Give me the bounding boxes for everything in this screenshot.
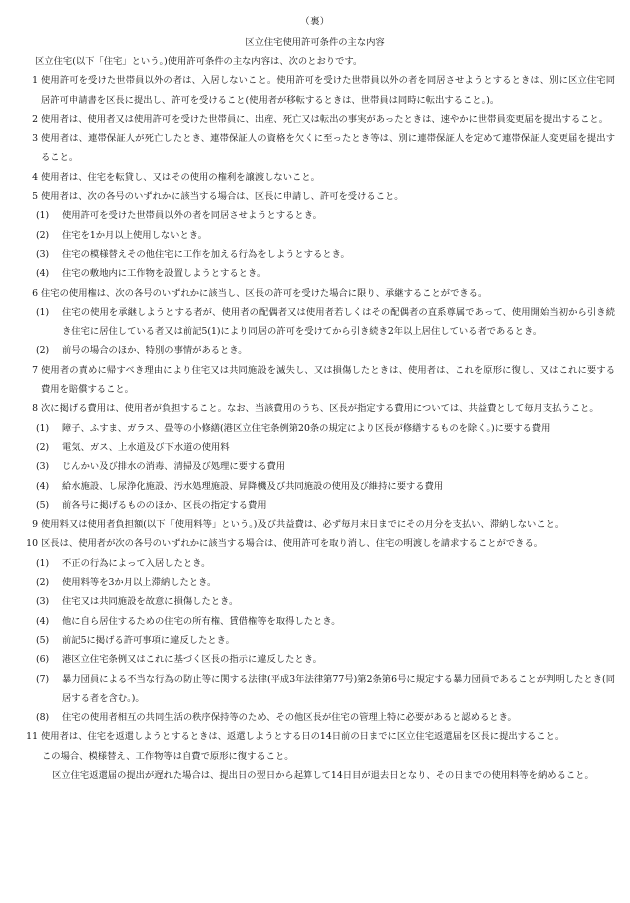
sub-item-number: (8) <box>36 712 50 724</box>
page-side-label: （裏） <box>300 16 330 27</box>
sub-item-text: 港区立住宅条例又はこれに基づく区長の指示に違反したとき。 <box>62 654 322 666</box>
sub-item-text: 前号の場合のほか、特別の事情があるとき。 <box>62 345 248 357</box>
sub-item-text: 障子、ふすま、ガラス、畳等の小修繕(港区立住宅条例第20条の規定により区長が修繕するものを除く。)に要する費用 <box>62 422 551 434</box>
sub-item <box>26 341 615 360</box>
sub-item-number: (1) <box>36 422 50 434</box>
item-text: 次に掲げる費用は、使用者が負担すること。なお、当該費用のうち、区長が指定する費用については、共益費として毎月支払うこと。 <box>41 403 599 415</box>
sub-item <box>26 554 615 573</box>
sub-item <box>26 592 615 611</box>
sub-item-text: 住宅又は共同施設を故意に損傷したとき。 <box>62 596 239 608</box>
sub-item-text: 住宅を1か月以上使用しないとき。 <box>62 229 207 241</box>
item-number: 6 <box>32 287 38 299</box>
sub-item-number: (2) <box>36 229 50 241</box>
condition-item-9 <box>26 515 615 534</box>
condition-item-7 <box>26 361 615 400</box>
item-text: 使用者は、次の各号のいずれかに該当する場合は、区長に申請し、許可を受けること。 <box>41 191 404 203</box>
sub-item <box>26 496 615 515</box>
sub-item-text: 他に自ら居住するための住宅の所有権、賃借権等を取得したとき。 <box>62 615 341 627</box>
condition-item-4 <box>26 168 615 187</box>
sub-item-number: (4) <box>36 268 50 280</box>
sub-item <box>26 303 615 342</box>
condition-item-8 <box>26 399 615 418</box>
sub-item-number: (2) <box>36 441 50 453</box>
item-text: 使用許可を受けた世帯員以外の者は、入居しないこと。使用許可を受けた世帯員以外の者を同居させようとするときは、別に区立住宅同居許可申請書を区長に提出し、許可を受けること(使用者が移転するときは、世帯員は同時に転出すること。)。 <box>41 75 615 106</box>
sub-item-text: 暴力団員による不当な行為の防止等に関する法律(平成3年法律第77号)第2条第6号に規定する暴力団員であることが判明したとき(同居する者を含む。)。 <box>62 673 615 704</box>
sub-item-text: じんかい及び排水の消毒、清掃及び処理に要する費用 <box>62 461 286 473</box>
sub-item-text: 住宅の使用を承継しようとする者が、使用者の配偶者又は使用者若しくはその配偶者の直系尊属であって、使用開始当初から引き続き住宅に居住している者又は前記5(1)により同居の許可を受けてから引き続き2年以上居住している者であるとき。 <box>62 306 615 338</box>
sub-item <box>26 650 615 669</box>
item-number: 3 <box>32 133 38 145</box>
sub-item <box>26 670 615 709</box>
item-text: 区長は、使用者が次の各号のいずれかに該当する場合は、使用許可を取り消し、住宅の明渡しを請求することができる。 <box>41 538 544 550</box>
sub-item-number: (7) <box>36 673 50 685</box>
sub-item <box>26 245 615 264</box>
sub-item-text: 給水施設、し尿浄化施設、汚水処理施設、昇降機及び共同施設の使用及び維持に要する費用 <box>62 480 444 492</box>
item-number: 2 <box>32 113 38 125</box>
sub-item-number: (6) <box>36 654 50 666</box>
sub-item <box>26 708 615 727</box>
sub-item-text: 電気、ガス、上水道及び下水道の使用料 <box>62 441 230 453</box>
page-title: 区立住宅使用許可条件の主な内容 <box>245 37 385 48</box>
item-11-late-return-note: 区立住宅返還届の提出が遅れた場合は、提出日の翌日から起算して14日目が退去日となり、その日までの使用料等を納めること。 <box>52 769 594 781</box>
sub-item-number: (1) <box>36 210 50 222</box>
condition-item-3 <box>26 129 615 168</box>
condition-item-1 <box>26 71 615 110</box>
sub-item <box>26 438 615 457</box>
item-text: 使用者は、連帯保証人が死亡したとき、連帯保証人の資格を欠くに至ったとき等は、別に連帯保証人を定めて連帯保証人変更届を提出すること。 <box>41 133 615 164</box>
item-number: 9 <box>32 519 38 531</box>
condition-item-5 <box>26 187 615 206</box>
sub-item-number: (5) <box>36 634 50 646</box>
item-11-continuation: この場合、模様替え、工作物等は自費で原形に復すること。 <box>42 750 294 762</box>
sub-item <box>26 631 615 650</box>
item-text: 使用者は、使用者又は使用許可を受けた世帯員に、出産、死亡又は転出の事実があったときは、速やかに世帯員変更届を提出すること。 <box>41 113 609 125</box>
sub-item <box>26 206 615 225</box>
sub-item-number: (3) <box>36 248 50 260</box>
sub-item-text: 使用許可を受けた世帯員以外の者を同居させようとするとき。 <box>62 210 322 222</box>
document-body <box>26 52 615 785</box>
item-text: 使用料又は使用者負担額(以下「使用料等」という。)及び共益費は、必ず毎月末日までにその月分を支払い、滞納しないこと。 <box>41 519 565 531</box>
sub-item-number: (5) <box>36 499 50 511</box>
item-number: 11 <box>26 731 38 743</box>
sub-item <box>26 612 615 631</box>
sub-item-text: 使用料等を3か月以上滞納したとき。 <box>62 577 217 589</box>
sub-item-text: 前記5に掲げる許可事項に違反したとき。 <box>62 634 235 646</box>
item-text: 使用者は、住宅を返還しようとするときは、返還しようとする日の14日前の日までに区立住宅返還届を区長に提出すること。 <box>41 731 565 743</box>
sub-item <box>26 419 615 438</box>
sub-item-number: (3) <box>36 461 50 473</box>
sub-item-number: (2) <box>36 345 50 357</box>
condition-item-11 <box>26 727 615 746</box>
sub-item-text: 住宅の敷地内に工作物を設置しようとするとき。 <box>62 268 267 280</box>
sub-item-number: (3) <box>36 596 50 608</box>
item-number: 8 <box>32 403 38 415</box>
item-number: 4 <box>32 171 38 183</box>
condition-item-2 <box>26 110 615 129</box>
sub-item <box>26 573 615 592</box>
sub-item-number: (2) <box>36 577 50 589</box>
sub-item <box>26 226 615 245</box>
item-text: 使用者の責めに帰すべき理由により住宅又は共同施設を滅失し、又は損傷したときは、使用者は、これを原形に復し、又はこれに要する費用を賠償すること。 <box>41 364 615 396</box>
sub-item-text: 前各号に掲げるもののほか、区長の指定する費用 <box>62 499 267 511</box>
item-number: 10 <box>26 538 38 550</box>
intro-paragraph: 区立住宅(以下「住宅」という。)使用許可条件の主な内容は、次のとおりです。 <box>35 56 363 67</box>
sub-item-number: (1) <box>36 306 50 318</box>
sub-item-text: 住宅の使用者相互の共同生活の秩序保持等のため、その他区長が住宅の管理上特に必要があると認めるとき。 <box>62 712 517 724</box>
condition-item-10 <box>26 534 615 553</box>
sub-item-number: (4) <box>36 480 50 492</box>
item-number: 1 <box>32 75 38 87</box>
sub-item-number: (4) <box>36 615 50 627</box>
sub-item <box>26 264 615 283</box>
item-number: 7 <box>32 364 38 376</box>
sub-item-text: 住宅の模様替えその他住宅に工作を加える行為をしようとするとき。 <box>62 248 350 260</box>
sub-item-text: 不正の行為によって入居したとき。 <box>62 557 211 569</box>
sub-item <box>26 457 615 476</box>
sub-item <box>26 477 615 496</box>
item-number: 5 <box>32 191 38 203</box>
item-text: 住宅の使用権は、次の各号のいずれかに該当し、区長の許可を受けた場合に限り、承継することができる。 <box>41 287 488 299</box>
item-text: 使用者は、住宅を転貸し、又はその使用の権利を譲渡しないこと。 <box>41 171 320 183</box>
sub-item-number: (1) <box>36 557 50 569</box>
condition-item-6 <box>26 284 615 303</box>
